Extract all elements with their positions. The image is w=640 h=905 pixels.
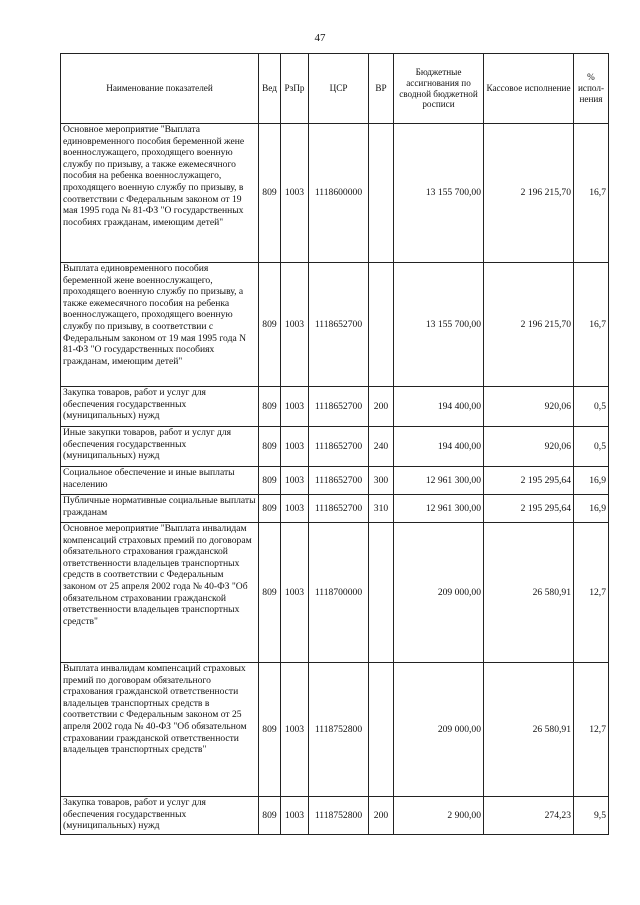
row-rzpr: 1003 bbox=[281, 663, 309, 797]
row-rzpr: 1003 bbox=[281, 263, 309, 387]
row-csr: 1118752800 bbox=[309, 663, 369, 797]
row-cash: 2 196 215,70 bbox=[484, 124, 574, 263]
row-percent: 0,5 bbox=[574, 387, 609, 427]
row-csr: 1118652700 bbox=[309, 427, 369, 467]
table-row bbox=[61, 263, 609, 387]
row-rzpr: 1003 bbox=[281, 427, 309, 467]
row-rzpr: 1003 bbox=[281, 523, 309, 663]
row-ved: 809 bbox=[259, 263, 281, 387]
row-vr: 200 bbox=[369, 797, 394, 835]
row-percent: 16,9 bbox=[574, 467, 609, 495]
row-name: Закупка товаров, работ и услуг для обеспечения государственных (муниципальных) нужд bbox=[61, 797, 259, 835]
row-vr bbox=[369, 523, 394, 663]
row-assignments: 2 900,00 bbox=[394, 797, 484, 835]
row-name: Социальное обеспечение и иные выплаты населению bbox=[61, 467, 259, 495]
header-ved: Вед bbox=[259, 54, 281, 124]
row-percent: 16,7 bbox=[574, 124, 609, 263]
row-csr: 1118652700 bbox=[309, 263, 369, 387]
row-percent: 12,7 bbox=[574, 663, 609, 797]
table-row bbox=[61, 387, 609, 427]
row-cash: 26 580,91 bbox=[484, 523, 574, 663]
header-vr: ВР bbox=[369, 54, 394, 124]
row-ved: 809 bbox=[259, 523, 281, 663]
row-ved: 809 bbox=[259, 124, 281, 263]
row-assignments: 209 000,00 bbox=[394, 663, 484, 797]
row-vr bbox=[369, 263, 394, 387]
row-csr: 1118652700 bbox=[309, 495, 369, 523]
row-assignments: 209 000,00 bbox=[394, 523, 484, 663]
row-csr: 1118652700 bbox=[309, 387, 369, 427]
table-row bbox=[61, 495, 609, 523]
row-ved: 809 bbox=[259, 797, 281, 835]
row-rzpr: 1003 bbox=[281, 495, 309, 523]
header-assignments: Бюджетные ассигнования по сводной бюджетной росписи bbox=[394, 54, 484, 124]
row-cash: 920,06 bbox=[484, 387, 574, 427]
row-percent: 16,9 bbox=[574, 495, 609, 523]
row-rzpr: 1003 bbox=[281, 467, 309, 495]
row-assignments: 12 961 300,00 bbox=[394, 495, 484, 523]
header-percent: % испол-нения bbox=[574, 54, 609, 124]
row-csr: 1118700000 bbox=[309, 523, 369, 663]
row-name: Основное мероприятие "Выплата инвалидам компенсаций страховых премий по договорам обязательного страхования гражданской ответственности владельцев транспортных средств в соответствии с Федеральным законом от 25 апреля 2002 года № 40-ФЗ "Об обязательном страховании гражданской ответственности владельцев транспортных средств" bbox=[61, 523, 259, 663]
row-name: Выплата единовременного пособия беременной жене военнослужащего, проходящего военную службу по призыву, а также ежемесячного пособия на ребенка военнослужащего, проходящего военную службу по призыву, в соответствии с Федеральным законом от 19 мая 1995 года N 81-ФЗ "О государственных пособиях гражданам, имеющим детей" bbox=[61, 263, 259, 387]
row-percent: 9,5 bbox=[574, 797, 609, 835]
row-cash: 920,06 bbox=[484, 427, 574, 467]
row-vr bbox=[369, 663, 394, 797]
row-ved: 809 bbox=[259, 495, 281, 523]
row-cash: 26 580,91 bbox=[484, 663, 574, 797]
row-percent: 12,7 bbox=[574, 523, 609, 663]
table-row bbox=[61, 427, 609, 467]
row-vr: 240 bbox=[369, 427, 394, 467]
row-assignments: 13 155 700,00 bbox=[394, 124, 484, 263]
row-vr bbox=[369, 124, 394, 263]
row-percent: 0,5 bbox=[574, 427, 609, 467]
row-cash: 274,23 bbox=[484, 797, 574, 835]
row-vr: 200 bbox=[369, 387, 394, 427]
row-csr: 1118600000 bbox=[309, 124, 369, 263]
row-name: Основное мероприятие "Выплата единовременного пособия беременной жене военнослужащего, проходящего военную службу по призыву, а также ежемесячного пособия на ребенка военнослужащего, проходящего военную службу по призыву, в соответствии с Федеральным законом от 19 мая 1995 года № 81-ФЗ "О государственных пособиях гражданам, имеющим детей" bbox=[61, 124, 259, 263]
row-rzpr: 1003 bbox=[281, 797, 309, 835]
header-cash: Кассовое исполнение bbox=[484, 54, 574, 124]
header-csr: ЦСР bbox=[309, 54, 369, 124]
row-assignments: 13 155 700,00 bbox=[394, 263, 484, 387]
row-csr: 1118752800 bbox=[309, 797, 369, 835]
row-percent: 16,7 bbox=[574, 263, 609, 387]
row-ved: 809 bbox=[259, 467, 281, 495]
budget-execution-table bbox=[60, 53, 609, 835]
row-ved: 809 bbox=[259, 427, 281, 467]
table-row bbox=[61, 663, 609, 797]
row-cash: 2 195 295,64 bbox=[484, 467, 574, 495]
row-name: Выплата инвалидам компенсаций страховых премий по договорам обязательного страхования гражданской ответственности владельцев транспортных средств в соответствии с Федеральным законом от 25 апреля 2002 года № 40-ФЗ "Об обязательном страховании гражданской ответственности владельцев транспортных средств" bbox=[61, 663, 259, 797]
table-row bbox=[61, 523, 609, 663]
table-row bbox=[61, 467, 609, 495]
row-vr: 300 bbox=[369, 467, 394, 495]
table-header-row bbox=[61, 54, 609, 124]
header-name: Наименование показателей bbox=[61, 54, 259, 124]
row-rzpr: 1003 bbox=[281, 124, 309, 263]
table-row bbox=[61, 124, 609, 263]
row-name: Иные закупки товаров, работ и услуг для обеспечения государственных (муниципальных) нужд bbox=[61, 427, 259, 467]
row-cash: 2 196 215,70 bbox=[484, 263, 574, 387]
row-ved: 809 bbox=[259, 387, 281, 427]
row-rzpr: 1003 bbox=[281, 387, 309, 427]
row-assignments: 12 961 300,00 bbox=[394, 467, 484, 495]
row-assignments: 194 400,00 bbox=[394, 387, 484, 427]
header-rzpr: РзПр bbox=[281, 54, 309, 124]
row-vr: 310 bbox=[369, 495, 394, 523]
row-assignments: 194 400,00 bbox=[394, 427, 484, 467]
page-number: 47 bbox=[314, 32, 326, 44]
row-ved: 809 bbox=[259, 663, 281, 797]
row-name: Публичные нормативные социальные выплаты гражданам bbox=[61, 495, 259, 523]
row-name: Закупка товаров, работ и услуг для обеспечения государственных (муниципальных) нужд bbox=[61, 387, 259, 427]
row-csr: 1118652700 bbox=[309, 467, 369, 495]
table-row bbox=[61, 797, 609, 835]
row-cash: 2 195 295,64 bbox=[484, 495, 574, 523]
